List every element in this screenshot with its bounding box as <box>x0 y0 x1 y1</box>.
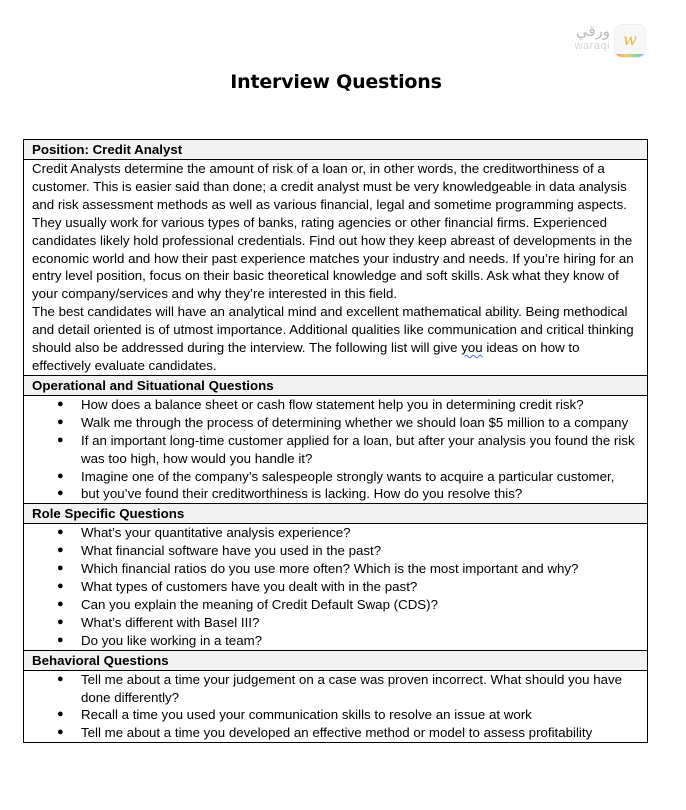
paragraph-text: ideas on how to effectively evaluate candidates. <box>32 340 580 373</box>
question-text: Do you like working in a team? <box>81 632 263 648</box>
logo-latin-text: waraqi <box>574 40 610 52</box>
question-text: What’s your quantitative analysis experience? <box>81 525 351 541</box>
bullet-icon: ● <box>57 726 64 739</box>
bullet-icon: ● <box>57 544 64 557</box>
bullet-icon: ● <box>57 415 64 428</box>
question-text: Can you explain the meaning of Credit Default Swap (CDS)? <box>81 596 438 612</box>
logo-color-bar <box>615 54 645 57</box>
role-specific-questions-cell <box>24 524 648 650</box>
section-heading-operational: Operational and Situational Questions <box>24 375 648 395</box>
position-paragraph <box>32 303 639 375</box>
question-text: Which financial ratios do you use more often? Which is the most important and why? <box>81 561 579 577</box>
bullet-icon: ● <box>57 433 64 446</box>
list-item <box>32 724 639 742</box>
logo-glyph: w <box>623 30 637 49</box>
list-item <box>32 578 639 596</box>
list-item <box>32 706 639 724</box>
bullet-icon: ● <box>57 397 64 410</box>
question-text: but you’ve found their creditworthiness is lacking. How do you resolve this? <box>81 486 523 502</box>
bullet-icon: ● <box>57 487 64 500</box>
list-item <box>32 485 639 503</box>
paragraph-text: The best candidates will have an analytical mind and excellent mathematical ability. Being methodical and detail oriented is of utmost importance. Additional qualities like communication and critical thinking should also be addressed during the interview. The following list will give <box>32 304 634 356</box>
logo-arabic-text: ورقي <box>575 22 610 40</box>
operational-questions-cell <box>24 395 648 503</box>
waraqi-logo-icon <box>614 24 646 58</box>
list-item <box>32 432 639 468</box>
behavioral-questions-list <box>32 671 639 743</box>
question-text: Imagine one of the company’s salespeople strongly wants to acquire a particular customer, <box>81 468 615 484</box>
list-item <box>32 524 639 542</box>
question-text: How does a balance sheet or cash flow statement help you in determining credit risk? <box>81 396 584 412</box>
list-item <box>32 632 639 650</box>
question-text: Tell me about a time your judgement on a case was proven incorrect. What should you have done differently? <box>81 671 623 705</box>
section-heading-position: Position: Credit Analyst <box>24 140 648 160</box>
position-paragraph: Credit Analysts determine the amount of risk of a loan or, in other words, the creditworthiness of a customer. This is easier said than done; a credit analyst must be very knowledgeable in data analysis and risk assessment methods as well as various financial, legal and sometime programming aspects. <box>32 161 627 212</box>
role-specific-questions-list <box>32 524 639 649</box>
bullet-icon: ● <box>57 469 64 482</box>
list-item <box>32 468 639 486</box>
bullet-icon: ● <box>57 597 64 610</box>
bullet-icon: ● <box>57 615 64 628</box>
bullet-icon: ● <box>57 526 64 539</box>
bullet-icon: ● <box>57 633 64 646</box>
question-text: Recall a time you used your communication skills to resolve an issue at work <box>81 707 532 723</box>
section-heading-role-specific: Role Specific Questions <box>24 504 648 524</box>
interview-questions-table <box>23 139 648 743</box>
question-text: What financial software have you used in the past? <box>81 543 382 559</box>
bullet-icon: ● <box>57 672 64 685</box>
position-description <box>24 160 648 376</box>
waraqi-logo <box>566 22 648 62</box>
spellcheck-flagged-word[interactable]: you <box>461 340 483 356</box>
question-text: What’s different with Basel III? <box>81 614 260 630</box>
list-item <box>32 614 639 632</box>
document-title: Interview Questions <box>230 71 442 93</box>
list-item <box>32 396 639 414</box>
bullet-icon: ● <box>57 708 64 721</box>
list-item <box>32 542 639 560</box>
list-item <box>32 414 639 432</box>
bullet-icon: ● <box>57 562 64 575</box>
list-item <box>32 671 639 707</box>
question-text: If an important long-time customer applied for a loan, but after your analysis you found the risk was too high, how would you handle it? <box>81 432 635 466</box>
operational-questions-list <box>32 396 639 503</box>
list-item <box>32 560 639 578</box>
behavioral-questions-cell <box>24 670 648 743</box>
question-text: Tell me about a time you developed an effective method or model to assess profitability <box>81 725 593 741</box>
section-heading-behavioral: Behavioral Questions <box>24 650 648 670</box>
bullet-icon: ● <box>57 580 64 593</box>
list-item <box>32 596 639 614</box>
question-text: Walk me through the process of determining whether we should loan $5 million to a company <box>81 414 629 430</box>
position-paragraph: They usually work for various types of banks, rating agencies or other financial firms. Experienced candidates likely hold professional credentials. Find out how they keep abreast of developments in the economic world and how their past experience matches your industry and needs. If you’re hiring for an entry level position, focus on their basic theoretical knowledge and soft skills. Ask what they know of your company/services and why they’re interested in this field. <box>32 214 634 302</box>
question-text: What types of customers have you dealt with in the past? <box>81 579 418 595</box>
logo-wordmark <box>566 22 610 52</box>
